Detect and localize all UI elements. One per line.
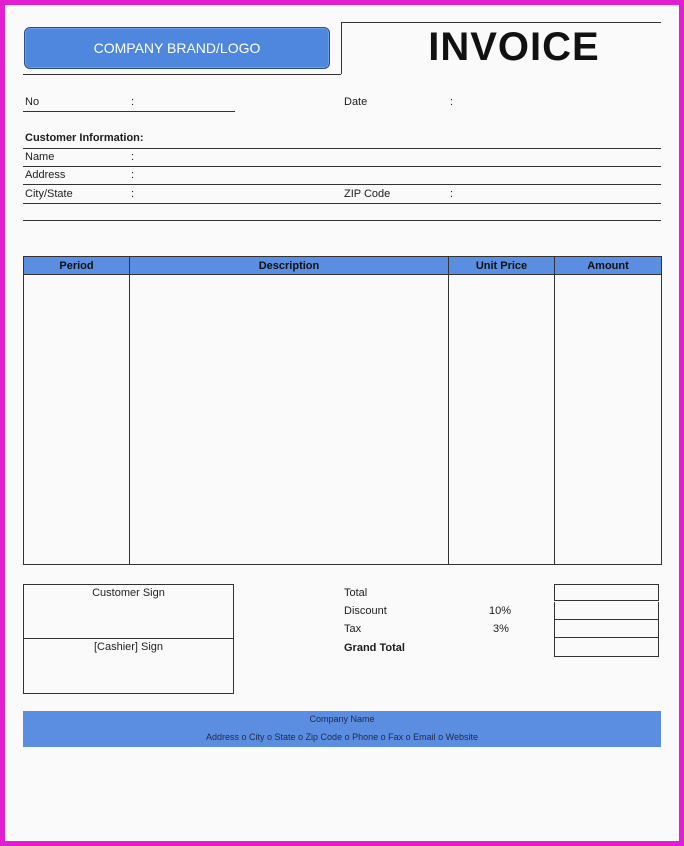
footer-contact-line: Address o City o State o Zip Code o Phone o Fax o Email o Website	[206, 732, 478, 742]
company-logo-label: COMPANY BRAND/LOGO	[93, 40, 261, 56]
city-field-line[interactable]	[23, 203, 661, 204]
total-label: Total	[344, 587, 368, 599]
no-label: No	[25, 96, 40, 108]
period-cell[interactable]	[24, 275, 130, 565]
unit-price-cell[interactable]	[449, 275, 555, 565]
name-label: Name	[25, 151, 55, 163]
colon: :	[131, 151, 135, 163]
discount-rate: 10%	[489, 605, 512, 617]
discount-value-box[interactable]	[554, 602, 659, 620]
address-label: Address	[25, 169, 66, 181]
customer-sign-box[interactable]	[23, 584, 234, 639]
tax-label: Tax	[344, 623, 362, 635]
column-header-amount: Amount	[555, 257, 662, 275]
discount-label: Discount	[344, 605, 387, 617]
cashier-sign-box[interactable]	[23, 639, 234, 694]
date-label: Date	[344, 96, 368, 108]
column-header-period: Period	[24, 257, 130, 275]
grand-total-label: Grand Total	[344, 642, 405, 654]
divider	[341, 22, 661, 23]
footer-company-name: Company Name	[309, 714, 375, 724]
footer-bar	[23, 711, 661, 747]
colon: :	[131, 169, 135, 181]
divider	[23, 148, 661, 149]
colon: :	[450, 188, 454, 200]
city-state-label: City/State	[25, 188, 73, 200]
colon: :	[131, 96, 135, 108]
address-field-line[interactable]	[23, 184, 661, 185]
column-header-description: Description	[130, 257, 449, 275]
grand-total-value-box[interactable]	[554, 638, 659, 657]
divider	[23, 220, 661, 221]
amount-cell[interactable]	[555, 275, 662, 565]
divider	[341, 22, 342, 74]
colon: :	[450, 96, 454, 108]
cashier-sign-label: [Cashier] Sign	[93, 641, 164, 653]
column-header-unit-price: Unit Price	[449, 257, 555, 275]
colon: :	[131, 188, 135, 200]
customer-sign-label: Customer Sign	[92, 587, 165, 599]
tax-value-box[interactable]	[554, 620, 659, 638]
customer-info-heading: Customer Information:	[25, 132, 144, 144]
table-row	[24, 275, 662, 565]
total-value-box[interactable]	[554, 584, 659, 601]
no-field-line[interactable]	[23, 111, 235, 112]
description-cell[interactable]	[130, 275, 449, 565]
company-logo-box	[24, 27, 330, 69]
tax-rate: 3%	[493, 623, 509, 635]
zip-label: ZIP Code	[344, 188, 391, 200]
items-table	[23, 256, 662, 565]
divider	[23, 74, 341, 75]
invoice-title: INVOICE	[428, 25, 600, 69]
name-field-line[interactable]	[23, 166, 661, 167]
items-header-row	[24, 257, 662, 275]
